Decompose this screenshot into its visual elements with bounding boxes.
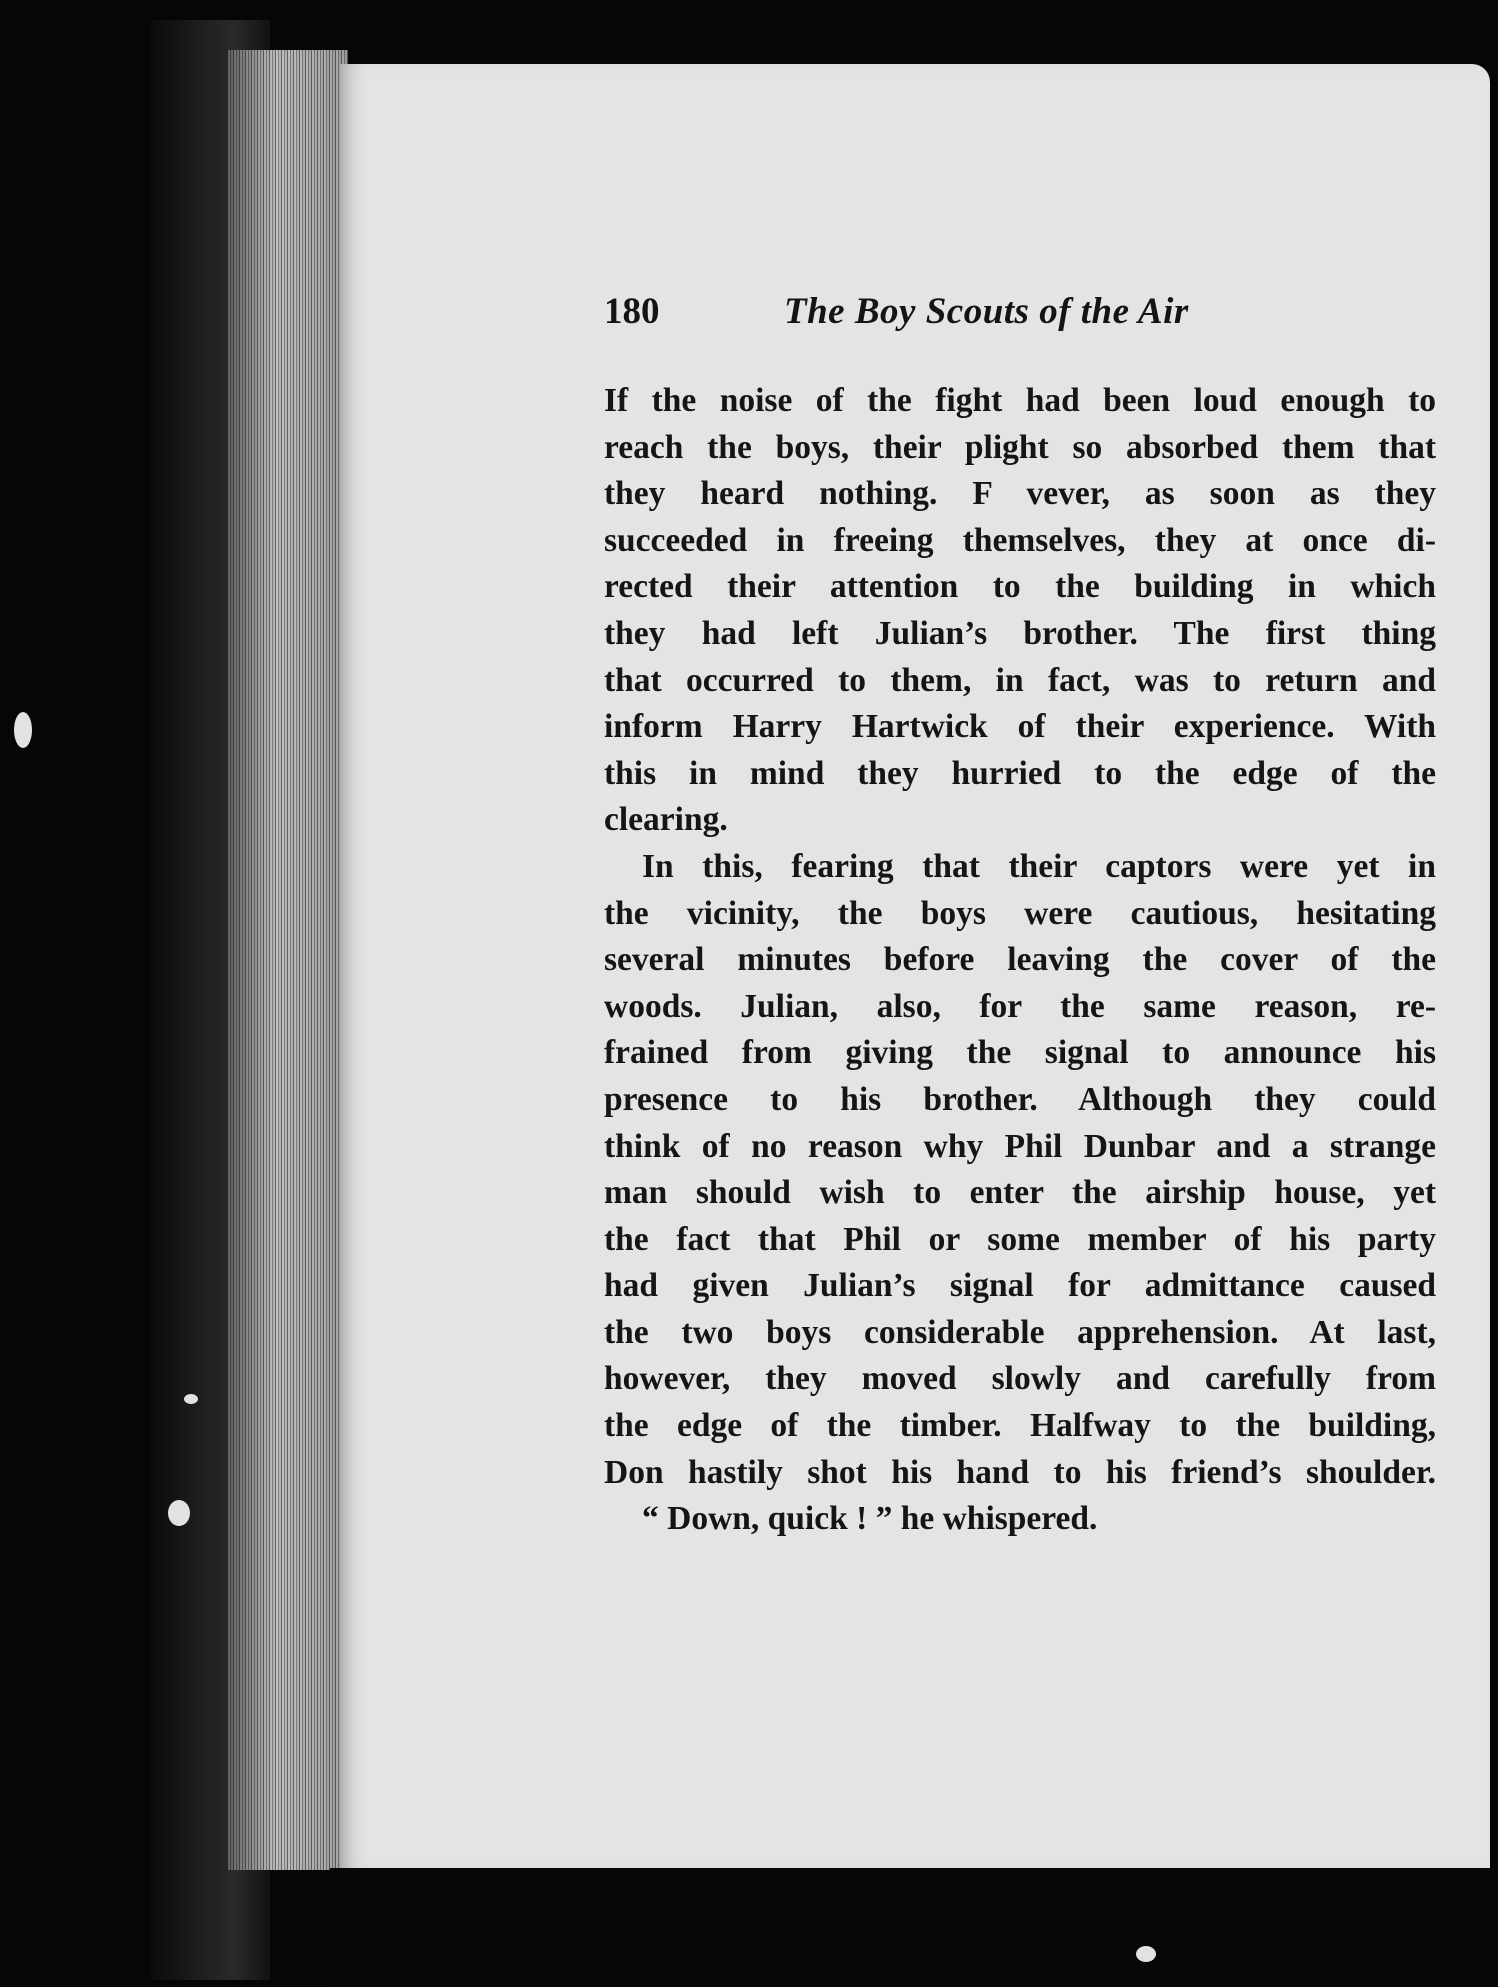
body-text bbox=[604, 378, 1436, 1543]
page-edges-shadow bbox=[228, 50, 348, 1870]
dust-speck bbox=[184, 1394, 198, 1404]
text-line: several minutes before leaving the cover of the bbox=[604, 941, 1436, 979]
text-line: man should wish to enter the airship house, yet bbox=[604, 1174, 1436, 1212]
text-line: they had left Julian’s brother. The first thing bbox=[604, 614, 1436, 652]
text-line: If the noise of the fight had been loud enough to bbox=[604, 382, 1436, 419]
text-line: they heard nothing. F vever, as soon as they bbox=[604, 475, 1436, 513]
text-line: the vicinity, the boys were cautious, hesitating bbox=[604, 894, 1436, 932]
text-line: the two boys considerable apprehension. At last, bbox=[604, 1313, 1436, 1351]
running-title: The Boy Scouts of the Air bbox=[784, 291, 1189, 332]
text-line: this in mind they hurried to the edge of the bbox=[604, 754, 1436, 792]
text-line: “ Down, quick ! ” he whispered. bbox=[642, 1500, 1098, 1538]
paragraph bbox=[604, 378, 1436, 844]
text-line: In this, fearing that their captors were yet in bbox=[642, 847, 1436, 885]
text-line: clearing. bbox=[604, 801, 728, 839]
dust-speck bbox=[168, 1500, 190, 1526]
text-line: the fact that Phil or some member of his party bbox=[604, 1220, 1436, 1258]
text-line: presence to his brother. Although they could bbox=[604, 1080, 1436, 1118]
text-line: the edge of the timber. Halfway to the building, bbox=[604, 1407, 1436, 1445]
text-line: succeeded in freeing themselves, they at once di- bbox=[604, 521, 1436, 559]
paragraph bbox=[604, 844, 1436, 1496]
scan-background-bottom bbox=[330, 1868, 1498, 1987]
text-line: inform Harry Hartwick of their experience. With bbox=[604, 708, 1436, 746]
page-header bbox=[604, 290, 1364, 340]
paragraph bbox=[604, 1496, 1436, 1543]
dust-speck bbox=[1136, 1946, 1156, 1962]
text-line: think of no reason why Phil Dunbar and a strange bbox=[604, 1127, 1436, 1165]
text-line: woods. Julian, also, for the same reason, re- bbox=[604, 987, 1436, 1025]
text-line: however, they moved slowly and carefully from bbox=[604, 1360, 1436, 1398]
text-line: frained from giving the signal to announce his bbox=[604, 1034, 1436, 1072]
text-line: rected their attention to the building in which bbox=[604, 568, 1436, 606]
text-line: had given Julian’s signal for admittance caused bbox=[604, 1267, 1436, 1305]
text-line: Don hastily shot his hand to his friend’s shoulder. bbox=[604, 1453, 1436, 1491]
text-line: reach the boys, their plight so absorbed them that bbox=[604, 428, 1436, 466]
dust-speck bbox=[14, 712, 32, 748]
page-number: 180 bbox=[604, 291, 660, 332]
text-line: that occurred to them, in fact, was to return and bbox=[604, 661, 1436, 699]
